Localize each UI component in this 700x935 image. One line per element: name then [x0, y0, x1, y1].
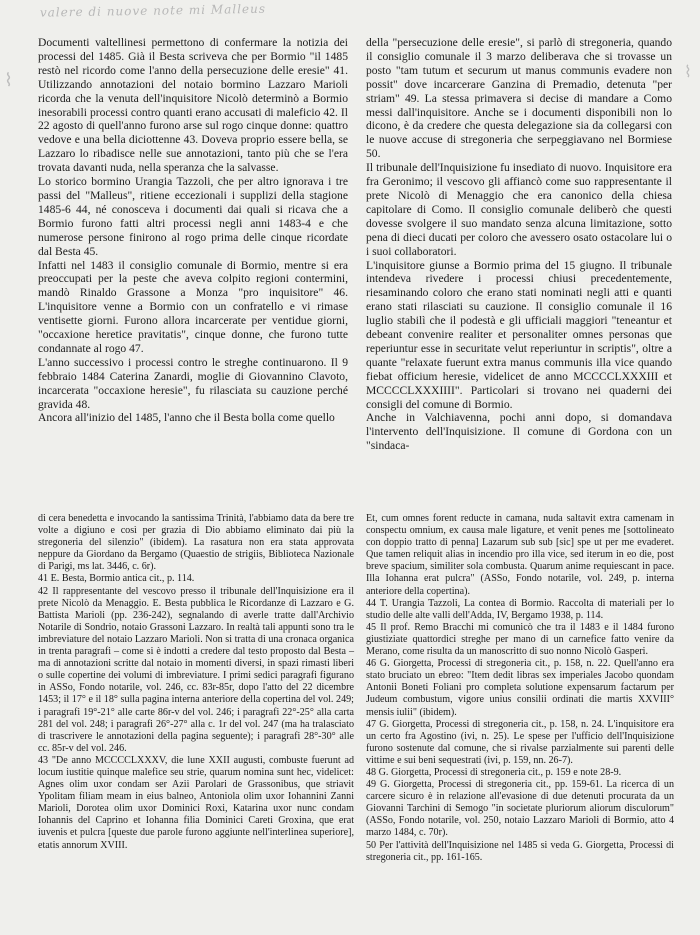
footnote: 47 G. Giorgetta, Processi di stregoneria cit., p. 158, n. 24. L'inquisitore era un certo fra Agostino (ivi, n. 25). Le spese per l'ufficio dell'Inquisizione furono sostenute dal comune, che si rivalse parzialmente sui parenti delle vittime e sui beni sequestrati (ivi, p. 159, nn. 26-7). [366, 718, 674, 766]
footnote: 50 Per l'attività dell'Inquisizione nel 1485 si veda G. Giorgetta, Processi di stregoneria cit., pp. 161-165. [366, 839, 674, 863]
footnote: 43 "De anno MCCCCLXXXV, die lune XXII augusti, combuste fuerunt ad locum iustitie quinque malefice seu strie, quarum nomina sunt hec, videlicet: Agnes olim uxor condam ser Azii Parolari de Grassonibus, que striavit Ypolitam filiam meam in eius balneo, Antoniola olim uxor Iohannini Zanni Marioli, Dorotea olim uxor Dominici Roxi, Katarina uxor nunc condam Iohannis del Caprino et Iohanna filia Dominici Careti Groxina, que erat iuvenis et pulcra [queste due parole furono aggiunte nell'interlinea superiore], etatis annorum XVIII. [38, 754, 354, 851]
margin-scribble-right: ⌇ [684, 62, 692, 81]
handwritten-header: valere di nuove note mi Malleus [39, 1, 267, 20]
footnotes-right-column [366, 513, 674, 864]
footnote: 42 Il rappresentante del vescovo presso il tribunale dell'Inquisizione era il prete Nicolò da Menaggio. E. Besta pubblica le Ricordanze di Lazzaro e G. Battista Marioli (pp. 236-242), segnalando di averle tratte dall'Archivio Notarile di Sondrio, notaio Grassoni Lazzaro. In realtà tali appunti sono tra le imbreviature del notaio Lazzaro Marioli. Non si tratta di una cronaca organica in trenta paragrafi – come si è indotti a credere dal testo proposto dal Besta – ma di annotazioni scritte dal notaio in momenti diversi, in spazi rimasti liberi o sulle copertine dei volumi di imbreviature. I primi sedici paragrafi figurano in ASSo, Fondo notarile, vol. 246, cc. 83r-85r, dopo l'atto del 22 dicembre 1453; il 17° e il 18° sulla pagina interna anteriore della copertina del vol. 249; i paragrafi 19°-21° alle carte 86r-v del vol. 246; i paragrafi 22°-25° alla carta 281 del vol. 248; i paragrafi 26°-27° alla c. 1r del vol. 247 (ma ha tralasciato di trascrivere le annotazioni della pagina seguente); i paragrafi 28°-30° alle cc. 85r-v del vol. 246. [38, 585, 354, 754]
main-text-right-column [366, 36, 672, 453]
main-text-left-column [38, 36, 348, 425]
main-paragraph: Infatti nel 1483 il consiglio comunale di Bormio, mentre si era preoccupati per la peste che aveva colpito regioni contermini, mandò Rinaldo Grassone a Monza "pro inquisitore" 46. L'inquisitore venne a Bormio con un confratello e vi rimase ventisette giorni. Furono allora incarcerate per ventidue giorni, "occaxione heretice pravitatis", cinque donne, che furono tutte condannate al rogo 47. [38, 258, 348, 355]
footnote: 49 G. Giorgetta, Processi di stregoneria cit., pp. 159-61. La ricerca di un carcere sicuro è in relazione all'evasione di due detenuti procurata da un Giovanni Tarchini di Semogo "in societate pluriorum aliorum disculorum" (ASSo, Fondo notarile, vol. 250, notaio Lazzaro Marioli di Bormio, atto 4 marzo 1484, c. 70r). [366, 779, 674, 839]
footnote: 44 T. Urangia Tazzoli, La contea di Bormio. Raccolta di materiali per lo studio delle alte valli dell'Adda, IV, Bergamo 1938, p. 114. [366, 597, 674, 621]
footnote: di cera benedetta e invocando la santissima Trinità, l'abbiamo data da bere tre volte a digiuno e così per grazia di Dio abbiamo eliminato dai più la stregoneria del silenzio" (ibidem). La rasatura non era stata approvata neppure da Giordano da Bergamo (Quaestio de strigiis, Biblioteca Nazionale di Parigi, ms lat. 3446, c. 6r). [38, 513, 354, 573]
main-paragraph: Anche in Valchiavenna, pochi anni dopo, si domandava l'intervento dell'Inquisizione. Il comune di Gordona con un "sindaca- [366, 411, 672, 453]
footnotes-left-column [38, 513, 354, 852]
main-paragraph: Documenti valtellinesi permettono di confermare la notizia dei processi del 1485. Già il Besta scriveva che per Bormio "il 1485 restò nel ricordo come l'anno della persecuzione delle eresie" 41. Utilizzando annotazioni del notaio bormino Lazzaro Marioli ricorda che la venuta dell'inquisitore Nicolò determinò a Bormio inesorabili processi contro quanti erano accusati di maleficio 42. Il 22 agosto di quell'anno furono arse sul rogo cinque donne: quattro vedove e una bella diciottenne 43. Doveva proprio essere bella, se Lazzaro lo ribadisce nelle sue annotazioni, tanto più che se l'era trovata davanti nuda, nella speranza che la salvasse. [38, 36, 348, 175]
main-paragraph: Lo storico bormino Urangia Tazzoli, che per altro ignorava i tre passi del "Malleus", ritiene eccezionali i supplizi della stagione 1485-6 44, né conosceva i documenti dai quali si ricava che a Bormio furono fatti altri processi negli anni 1483-4 e che numerose persone finirono al rogo prima delle cinque ricordate dal Besta 45. [38, 175, 348, 258]
margin-scribble-left: ⌇ [4, 70, 13, 91]
main-paragraph: L'inquisitore giunse a Bormio prima del 15 giugno. Il tribunale intendeva rivedere i processi chiusi precedentemente, riesaminando coloro che erano stati nominati negli atti e quanti erano stati rilasciati su cauzione. Il consiglio comunale il 16 luglio stabilì che il podestà e gli ufficiali maggiori "teneantur et debeant convenire realiter et personaliter omnes personas que reperiuntur esse in securitate velut reperiuntur in scriptis", oltre a quante "relaxate fuerunt extra manus communis illa vice quando fiebat officium heresie, videlicet de anno MCCCCLXXXIII et MCCCCLXXXIIII". Particolari si trovano nei quaderni dei consigli del comune di Bormio. [366, 258, 672, 411]
main-paragraph: della "persecuzione delle eresie", si parlò di stregoneria, quando il consiglio comunale il 3 marzo deliberava che si trovasse un posto "tam tutum et securum ut manus communis evadere non possit" dove incarcerare Ganzina di Premadio, detenuta "per striam" 49. La stessa primavera si decise di mandare a Como messi dall'inquisitore. Anche se i documenti disponibili non lo dicono, è da credere che questa delegazione sia da collegarsi con le nuove accuse di stregoneria che serpeggiavano nel Bormiese 50. [366, 36, 672, 161]
footnote: 48 G. Giorgetta, Processi di stregoneria cit., p. 159 e note 28-9. [366, 766, 622, 778]
main-paragraph: Ancora all'inizio del 1485, l'anno che il Besta bolla come quello [38, 411, 335, 425]
footnote: Et, cum omnes forent reducte in camana, nuda saltavit extra camenam in conspectu omnium, ex causa male ligature, et venit penes me [sottolineato con doppio tratto di penna] Lazarum sub sub [sic] spe ut per me evaderet. Que tamen reliquit alias in incendio pro illa vice, sed iterum in eo die, post breve spacium, similiter sola combusta. Quarum anime requiescant in pace. Illa Iohanna erat pulcra" (ASSo, Fondo notarile, vol. 249, p. interna anteriore della copertina). [366, 513, 674, 597]
main-paragraph: L'anno successivo i processi contro le streghe continuarono. Il 9 febbraio 1484 Caterina Zanardi, moglie di Giovannino Clavoto, incarcerata "occaxione heresie", fu rilasciata su cauzione perché gravida 48. [38, 355, 348, 411]
footnote: 46 G. Giorgetta, Processi di stregoneria cit., p. 158, n. 22. Quell'anno era stato bruciato un ebreo: "Item dedit libras sex imperiales Jacobo quondam Antonii Boneti Foliani pro completa solutione expensarum factarum per Judeum combustum, vigore unius consilii ordinati die martis XXVIII° mensis iulii" (ibidem). [366, 658, 674, 718]
footnote: 45 Il prof. Remo Bracchi mi comunicò che tra il 1483 e il 1484 furono giustiziate quattordici streghe per mano di un carnefice fatto venire da Merano, come risulta da un manoscritto di suo nonno Nicolò Gasperi. [366, 621, 674, 658]
footnote: 41 E. Besta, Bormio antica cit., p. 114. [38, 573, 195, 585]
main-paragraph: Il tribunale dell'Inquisizione fu insediato di nuovo. Inquisitore era fra Geronimo; il vescovo gli affiancò come suo rappresentante il prete Nicolò di Menaggio che era canonico della chiesa capitolare di Como. Il consiglio comunale deliberò che questi dovesse svolgere il suo mandato senza alcuna limitazione, sotto pena di dieci ducati per coloro che avessero osato ostacolare lui o i suoi collaboratori. [366, 161, 672, 258]
